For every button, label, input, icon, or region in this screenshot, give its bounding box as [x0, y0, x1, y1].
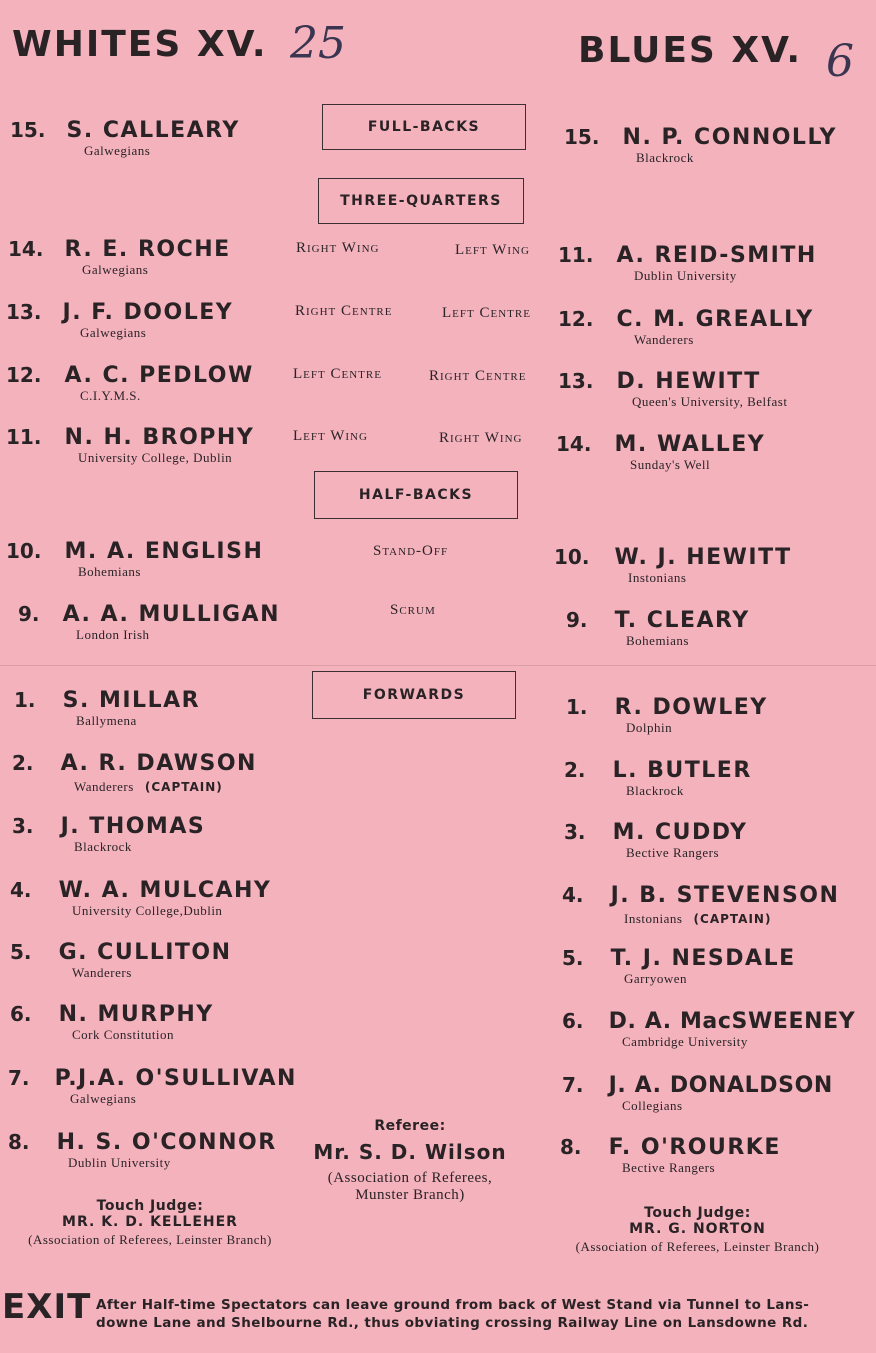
player-entry — [562, 946, 796, 987]
player-name: M. WALLEY — [614, 432, 766, 457]
player-entry — [10, 1002, 214, 1043]
player-name: H. S. O'CONNOR — [56, 1130, 277, 1155]
referee-block — [290, 1118, 530, 1204]
player-name: J. A. DONALDSON — [608, 1073, 833, 1098]
player-entry — [6, 363, 254, 404]
player-number: 13. — [558, 369, 594, 393]
player-number: 4. — [10, 878, 32, 902]
player-club: Galwegians — [82, 262, 149, 277]
exit-note — [96, 1296, 866, 1332]
player-club: Dublin University — [68, 1155, 171, 1170]
player-entry — [556, 432, 765, 473]
player-number: 6. — [10, 1002, 32, 1026]
player-club: Collegians — [622, 1098, 683, 1113]
section-full-backs: FULL-BACKS — [322, 104, 526, 150]
player-name: N. MURPHY — [58, 1002, 214, 1027]
player-entry — [558, 243, 817, 284]
player-name: F. O'ROURKE — [608, 1135, 781, 1160]
player-number: 6. — [562, 1009, 584, 1033]
player-club: Instonians — [624, 911, 683, 926]
player-club: C.I.Y.M.S. — [80, 388, 141, 403]
player-club: Bective Rangers — [622, 1160, 716, 1175]
player-entry — [558, 369, 787, 410]
player-number: 5. — [562, 946, 584, 970]
player-club: Galwegians — [84, 143, 151, 158]
section-three-quarters: THREE-QUARTERS — [318, 178, 524, 224]
player-name: T. J. NESDALE — [610, 946, 796, 971]
player-club: Galwegians — [70, 1091, 137, 1106]
player-name: J. F. DOOLEY — [62, 300, 234, 325]
player-club: University College, Dublin — [78, 450, 233, 465]
player-name: A. R. DAWSON — [60, 751, 257, 776]
player-number: 12. — [6, 363, 42, 387]
player-club: Dublin University — [634, 268, 737, 283]
player-entry — [564, 125, 837, 166]
player-number: 3. — [564, 820, 586, 844]
player-entry — [18, 602, 280, 643]
player-number: 7. — [8, 1066, 30, 1090]
player-entry — [8, 1066, 297, 1107]
player-number: 1. — [14, 688, 36, 712]
pos-blues-12: Left Centre — [442, 305, 531, 321]
player-name: M. CUDDY — [612, 820, 748, 845]
player-entry — [562, 1073, 833, 1114]
section-forwards: FORWARDS — [312, 671, 516, 719]
player-name: R. E. ROCHE — [64, 237, 231, 262]
player-name: M. A. ENGLISH — [64, 539, 264, 564]
pos-whites-13: Right Centre — [295, 303, 393, 319]
player-number: 15. — [564, 125, 600, 149]
player-entry — [566, 608, 750, 649]
player-entry — [10, 118, 240, 159]
player-number: 8. — [8, 1130, 30, 1154]
player-club: Blackrock — [626, 783, 684, 798]
player-name: L. BUTLER — [612, 758, 752, 783]
player-name: J. B. STEVENSON — [610, 883, 840, 908]
paper-fold — [0, 665, 876, 666]
player-number: 14. — [556, 432, 592, 456]
player-name: A. A. MULLIGAN — [62, 602, 280, 627]
player-name: P.J.A. O'SULLIVAN — [54, 1066, 297, 1091]
player-name: G. CULLITON — [58, 940, 232, 965]
player-number: 15. — [10, 118, 46, 142]
player-entry — [12, 814, 205, 855]
player-club: Cambridge University — [622, 1034, 748, 1049]
player-club: Wanderers — [72, 965, 132, 980]
referee-body-line2: Munster Branch) — [355, 1187, 465, 1203]
player-number: 4. — [562, 883, 584, 907]
player-entry — [566, 695, 768, 736]
player-entry — [6, 425, 254, 466]
player-entry — [6, 300, 233, 341]
referee-name: Mr. S. D. Wilson — [313, 1140, 507, 1164]
captain-badge: (CAPTAIN) — [693, 912, 772, 926]
player-club-row — [624, 908, 839, 927]
player-club: Bohemians — [626, 633, 689, 648]
player-club: Sunday's Well — [630, 457, 711, 472]
player-club: Bective Rangers — [626, 845, 720, 860]
player-entry — [558, 307, 814, 348]
player-club: Dolphin — [626, 720, 673, 735]
touch-judge-label: Touch Judge: — [96, 1198, 204, 1214]
player-club: Cork Constitution — [72, 1027, 175, 1042]
player-club: Ballymena — [76, 713, 137, 728]
touch-judge-label: Touch Judge: — [644, 1205, 751, 1221]
touch-judge-name: MR. G. NORTON — [629, 1221, 766, 1237]
player-entry — [12, 751, 257, 795]
section-half-backs: HALF-BACKS — [314, 471, 518, 519]
player-club: Galwegians — [80, 325, 147, 340]
player-name: S. CALLEARY — [66, 118, 240, 143]
touch-judge-body: (Association of Referees, Leinster Branch) — [575, 1239, 820, 1254]
player-number: 1. — [566, 695, 588, 719]
player-name: N. H. BROPHY — [64, 425, 255, 450]
player-entry — [562, 1009, 855, 1050]
player-entry — [8, 237, 231, 278]
player-number: 13. — [6, 300, 42, 324]
pos-stand-off: Stand-Off — [373, 543, 449, 559]
player-entry — [560, 1135, 781, 1176]
pos-blues-13: Right Centre — [429, 368, 527, 384]
exit-note-line1: After Half-time Spectators can leave ground from back of West Stand via Tunnel to Lans- — [96, 1297, 810, 1313]
player-entry — [554, 545, 792, 586]
whites-score: 25 — [290, 18, 346, 69]
pos-scrum: Scrum — [390, 602, 436, 618]
captain-badge: (CAPTAIN) — [144, 780, 223, 794]
player-number: 8. — [560, 1135, 582, 1159]
pos-blues-11: Left Wing — [455, 242, 530, 258]
player-club: Instonians — [628, 570, 687, 585]
player-name: T. CLEARY — [614, 608, 750, 633]
player-entry — [564, 758, 752, 799]
player-name: J. THOMAS — [60, 814, 206, 839]
touch-judge-body: (Association of Referees, Leinster Branch) — [28, 1232, 272, 1247]
player-club-row — [74, 776, 257, 795]
player-club: Queen's University, Belfast — [632, 394, 788, 409]
player-entry — [14, 688, 200, 729]
player-club: London Irish — [76, 627, 150, 642]
player-name: D. HEWITT — [616, 369, 761, 394]
pos-whites-14: Right Wing — [296, 240, 380, 256]
player-club: Garryowen — [624, 971, 687, 986]
player-number: 11. — [558, 243, 594, 267]
player-name: N. P. CONNOLLY — [622, 125, 837, 150]
player-number: 12. — [558, 307, 594, 331]
player-entry — [10, 878, 271, 919]
player-entry — [6, 539, 263, 580]
player-entry — [564, 820, 747, 861]
exit-label: EXIT — [2, 1287, 92, 1327]
player-number: 5. — [10, 940, 32, 964]
player-club: Blackrock — [636, 150, 694, 165]
player-club: University College,Dublin — [72, 903, 223, 918]
player-number: 14. — [8, 237, 44, 261]
player-name: R. DOWLEY — [614, 695, 768, 720]
player-number: 9. — [18, 602, 40, 626]
player-number: 2. — [12, 751, 34, 775]
exit-note-line2: downe Lane and Shelbourne Rd., thus obviating crossing Railway Line on Lansdowne Rd. — [96, 1315, 809, 1331]
player-club: Wanderers — [634, 332, 694, 347]
player-number: 9. — [566, 608, 588, 632]
player-entry — [10, 940, 232, 981]
player-entry — [562, 883, 839, 927]
pos-whites-11: Left Wing — [293, 428, 368, 444]
player-number: 2. — [564, 758, 586, 782]
player-club: Bohemians — [78, 564, 141, 579]
player-club: Wanderers — [74, 779, 134, 794]
blues-title: BLUES XV. — [578, 30, 803, 71]
player-number: 7. — [562, 1073, 584, 1097]
player-entry — [8, 1130, 277, 1171]
player-number: 3. — [12, 814, 34, 838]
blues-score: 6 — [826, 36, 854, 87]
pos-blues-14: Right Wing — [439, 430, 523, 446]
player-name: W. A. MULCAHY — [58, 878, 272, 903]
referee-label: Referee: — [374, 1118, 446, 1134]
player-name: A. REID-SMITH — [616, 243, 817, 268]
player-number: 11. — [6, 425, 42, 449]
player-number: 10. — [554, 545, 590, 569]
player-name: A. C. PEDLOW — [64, 363, 254, 388]
touch-judge-name: MR. K. D. KELLEHER — [62, 1214, 238, 1230]
pos-whites-12: Left Centre — [293, 366, 382, 382]
player-name: D. A. MacSWEENEY — [608, 1009, 856, 1034]
touch-judge-right — [575, 1205, 820, 1255]
player-name: C. M. GREALLY — [616, 307, 814, 332]
player-name: S. MILLAR — [62, 688, 201, 713]
player-name: W. J. HEWITT — [614, 545, 792, 570]
referee-body-line1: (Association of Referees, — [327, 1170, 493, 1186]
player-club: Blackrock — [74, 839, 132, 854]
player-number: 10. — [6, 539, 42, 563]
whites-title: WHITES XV. — [12, 24, 268, 65]
touch-judge-left — [20, 1198, 280, 1248]
